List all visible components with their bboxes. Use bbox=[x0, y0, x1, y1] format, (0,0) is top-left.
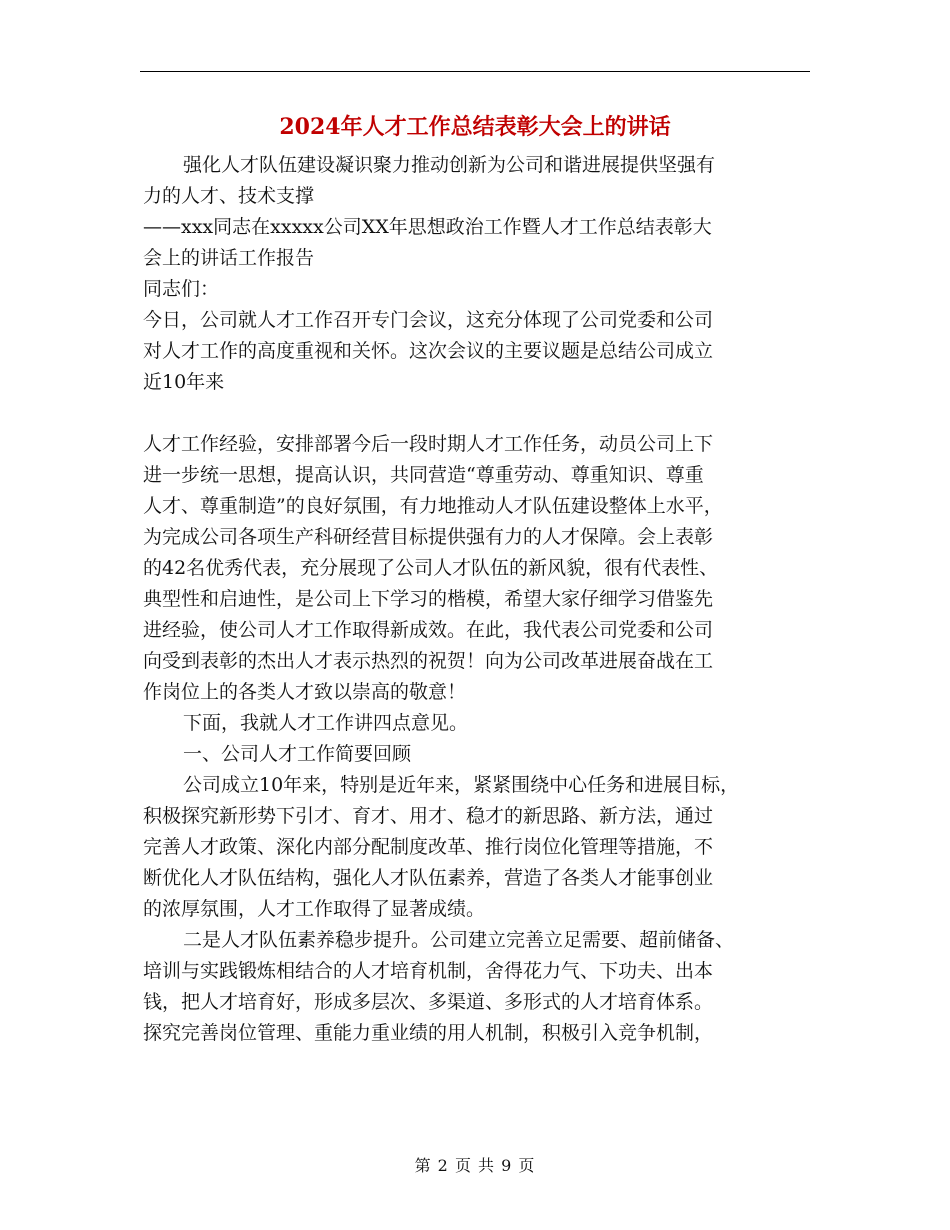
section-heading: 一、公司人才工作简要回顾 bbox=[183, 743, 412, 765]
paragraph-line: 的浓厚氛围，人才工作取得了显著成绩。 bbox=[143, 898, 486, 920]
paragraph-line: 积极探究新形势下引才、育才、用才、稳才的新思路、新方法，通过 bbox=[143, 805, 714, 827]
paragraph-line: 公司成立10年来，特别是近年来，紧紧围绕中心任务和进展目标， bbox=[183, 774, 740, 796]
paragraph-line: 下面，我就人才工作讲四点意见。 bbox=[183, 712, 469, 734]
paragraph-line: 断优化人才队伍结构，强化人才队伍素养，营造了各类人才能事创业 bbox=[143, 867, 714, 889]
paragraph-line: 钱，把人才培育好，形成多层次、多渠道、多形式的人才培育体系。 bbox=[143, 991, 714, 1013]
paragraph-line: 人才、尊重制造”的良好氛围，有力地推动人才队伍建设整体上水平， bbox=[143, 495, 723, 517]
paragraph-line: 今日，公司就人才工作召开专门会议，这充分体现了公司党委和公司 bbox=[143, 309, 714, 331]
byline-line-1: ——xxx同志在xxxxx公司XX年思想政治工作暨人才工作总结表彰大 bbox=[143, 216, 712, 238]
subtitle-line-2: 力的人才、技术支撑 bbox=[143, 185, 315, 207]
paragraph-line: 典型性和启迪性，是公司上下学习的楷模，希望大家仔细学习借鉴先 bbox=[143, 588, 714, 610]
paragraph-line: 为完成公司各项生产科研经营目标提供强有力的人才保障。会上表彰 bbox=[143, 526, 714, 548]
paragraph-line: 培训与实践锻炼相结合的人才培育机制，舍得花力气、下功夫、出本 bbox=[143, 960, 714, 982]
document-body bbox=[143, 150, 813, 1049]
paragraph-line: 人才工作经验，安排部署今后一段时期人才工作任务，动员公司上下 bbox=[143, 433, 714, 455]
paragraph-line: 完善人才政策、深化内部分配制度改革、推行岗位化管理等措施，不 bbox=[143, 836, 714, 858]
paragraph-line: 探究完善岗位管理、重能力重业绩的用人机制，积极引入竞争机制， bbox=[143, 1022, 714, 1044]
paragraph-gap bbox=[143, 398, 813, 429]
paragraph-line: 进一步统一思想，提高认识，共同营造“尊重劳动、尊重知识、尊重 bbox=[143, 464, 704, 486]
byline-line-2: 会上的讲话工作报告 bbox=[143, 247, 315, 269]
document-title: 2024年人才工作总结表彰大会上的讲话 bbox=[279, 114, 671, 140]
paragraph-line: 近10年来 bbox=[143, 371, 225, 393]
salutation: 同志们： bbox=[143, 278, 220, 300]
subtitle-line-1: 强化人才队伍建设凝识聚力推动创新为公司和谐进展提供坚强有 bbox=[183, 154, 716, 176]
paragraph-line: 对人才工作的高度重视和关怀。这次会议的主要议题是总结公司成立 bbox=[143, 340, 714, 362]
paragraph-line: 的42名优秀代表，充分展现了公司人才队伍的新风貌，很有代表性、 bbox=[143, 557, 719, 579]
page-number: 第 2 页 共 9 页 bbox=[414, 1156, 536, 1175]
paragraph-line: 二是人才队伍素养稳步提升。公司建立完善立足需要、超前储备、 bbox=[183, 929, 735, 951]
paragraph-line: 进经验，使公司人才工作取得新成效。在此，我代表公司党委和公司 bbox=[143, 619, 714, 641]
paragraph-line: 向受到表彰的杰出人才表示热烈的祝贺！向为公司改革进展奋战在工 bbox=[143, 650, 714, 672]
paragraph-line: 作岗位上的各类人才致以崇高的敬意！ bbox=[143, 681, 467, 703]
header-rule bbox=[140, 71, 810, 72]
